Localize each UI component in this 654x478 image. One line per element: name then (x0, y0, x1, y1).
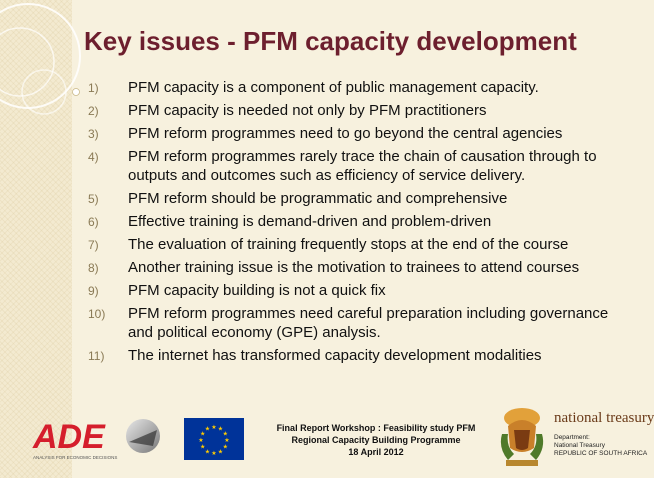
issue-number: 6) (88, 215, 99, 229)
issue-text: PFM capacity is needed not only by PFM practitioners (128, 102, 487, 119)
issue-text: Another training issue is the motivation to trainees to attend courses (128, 259, 580, 276)
issue-item (88, 304, 628, 342)
workshop-line-2: Regional Capacity Building Programme (291, 435, 461, 445)
issue-item (88, 78, 628, 97)
issue-number: 2) (88, 104, 99, 118)
eu-star-icon: ★ (222, 444, 228, 451)
issue-item (88, 212, 628, 231)
workshop-line-1: Final Report Workshop : Feasibility study PFM (276, 423, 476, 433)
eu-star-icon: ★ (198, 438, 204, 444)
workshop-line-3: 18 April 2012 (348, 447, 404, 457)
eu-star-icon: ★ (200, 444, 206, 451)
eu-star-icon: ★ (211, 425, 217, 431)
issue-list (88, 78, 628, 369)
issue-text: PFM reform programmes need careful preparation including governance and political economy (GPE) analysis. (128, 305, 609, 341)
issue-text: PFM capacity is a component of public management capacity. (128, 79, 539, 96)
issue-text: PFM reform should be programmatic and comprehensive (128, 190, 508, 207)
issue-item (88, 346, 628, 365)
eu-star-icon: ★ (224, 438, 230, 444)
treasury-line-3: REPUBLIC OF SOUTH AFRICA (554, 450, 648, 457)
eu-flag-logo (184, 418, 244, 460)
issue-item (88, 189, 628, 208)
issue-item (88, 147, 628, 185)
issue-text: The internet has transformed capacity development modalities (128, 347, 542, 364)
issue-text: PFM reform programmes rarely trace the chain of causation through to outputs and outcomes such as efficiency of service delivery. (128, 148, 597, 184)
treasury-line-1: Department: (554, 434, 590, 441)
national-treasury-subtitle (554, 434, 647, 458)
eu-star-icon: ★ (200, 431, 206, 438)
issue-number: 7) (88, 238, 99, 252)
issue-item (88, 101, 628, 120)
issue-number: 5) (88, 192, 99, 206)
ade-logo (33, 416, 163, 462)
national-treasury-name: national treasury (554, 410, 654, 426)
treasury-line-2: National Treasury (554, 442, 605, 449)
issue-text: PFM capacity building is not a quick fix (128, 282, 386, 299)
issue-item (88, 258, 628, 277)
eu-star-icon: ★ (204, 426, 211, 433)
footer (0, 400, 654, 478)
issue-number: 3) (88, 127, 99, 141)
issue-text: PFM reform programmes need to go beyond the central agencies (128, 125, 563, 142)
issue-number: 8) (88, 261, 99, 275)
ade-logo-text: ADE (33, 418, 105, 456)
coat-of-arms-icon (494, 404, 550, 470)
ade-logo-tagline: ANALYSIS FOR ECONOMIC DECISIONS (33, 455, 118, 460)
eu-star-icon: ★ (211, 451, 217, 457)
issue-number: 9) (88, 284, 99, 298)
slide-title: Key issues - PFM capacity development (84, 26, 577, 56)
issue-item (88, 124, 628, 143)
issue-number: 10) (88, 307, 106, 321)
eu-star-icon: ★ (217, 449, 224, 456)
issue-number: 11) (88, 349, 105, 363)
issue-item (88, 281, 628, 300)
issue-item (88, 235, 628, 254)
workshop-caption (266, 422, 486, 458)
eu-star-icon: ★ (204, 449, 211, 456)
issue-text: The evaluation of training frequently stops at the end of the course (128, 236, 569, 253)
issue-text: Effective training is demand-driven and problem-driven (128, 213, 492, 230)
issue-number: 4) (88, 150, 99, 164)
eu-star-icon: ★ (217, 426, 224, 433)
eu-star-icon: ★ (222, 431, 228, 438)
national-treasury-logo (494, 404, 654, 474)
issue-number: 1) (88, 81, 99, 95)
